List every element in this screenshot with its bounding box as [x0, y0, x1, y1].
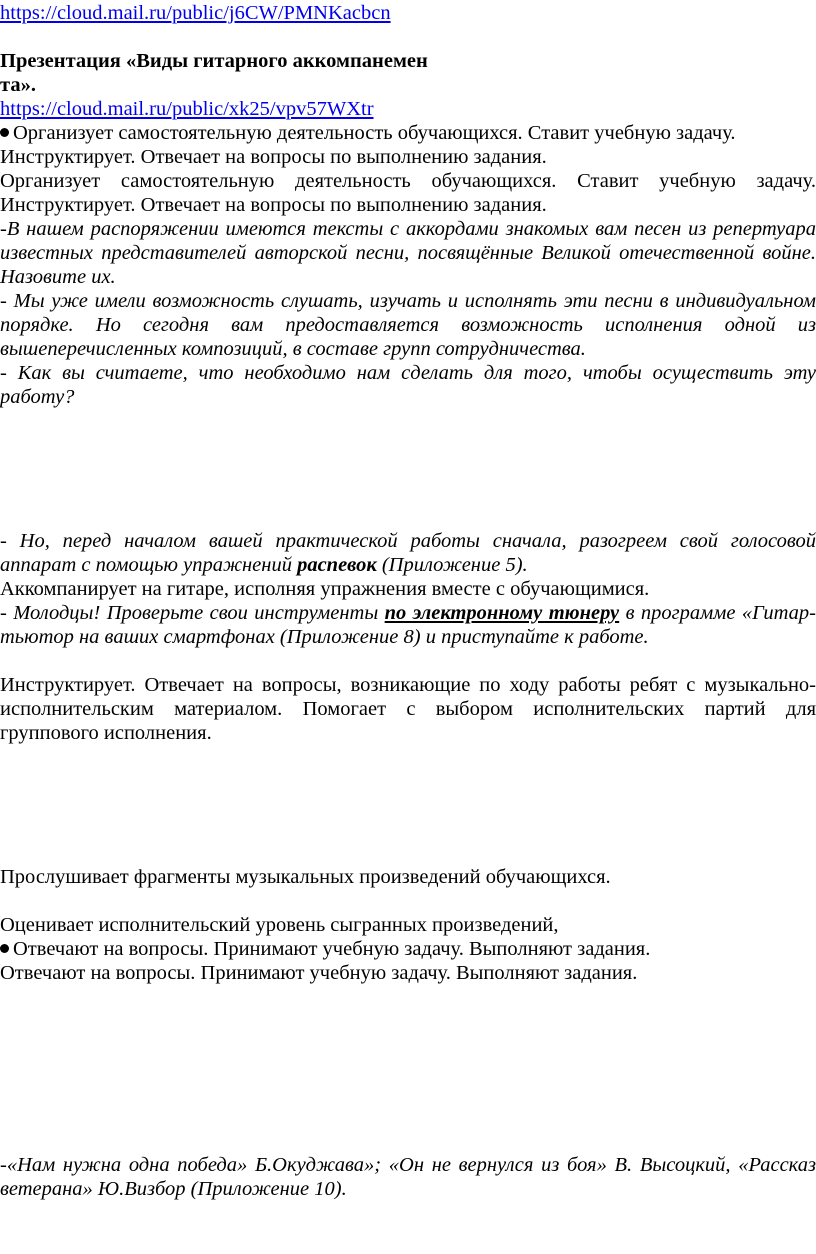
instructs-line-3: группового исполнения. — [0, 722, 212, 744]
listens-line: Прослушивает фрагменты музыкальных произведений обучающихся. — [0, 866, 611, 888]
speech-4-line-2 — [0, 554, 816, 578]
teacher-line-3: Организует самостоятельную деятельность обучающихся. Ставит учебную задачу. — [0, 170, 816, 192]
bullet-icon — [0, 128, 9, 137]
students-bullet-line — [0, 938, 816, 962]
evaluates-line: Оценивает исполнительский уровень сыгранных произведений, — [0, 914, 559, 936]
speech-1-line-1: -В нашем распоряжении имеются тексты с аккордами знакомых вам песен из репертуара — [0, 218, 816, 240]
speech-2-line-3: вышеперечисленных композиций, в составе групп сотрудничества. — [0, 338, 586, 360]
presentation-title-line-1: Презентация «Виды гитарного аккомпанемен — [0, 50, 428, 72]
presentation-title-line-2: та». — [0, 74, 36, 96]
teacher-bullet-line — [0, 122, 816, 146]
speech-5-line-1 — [0, 602, 816, 626]
speech-2-line-2: порядке. Но сегодня вам предоставляется возможность исполнения одной из — [0, 314, 816, 336]
songs-line-2: ветерана» Ю.Визбор (Приложение 10). — [0, 1178, 347, 1200]
bullet-icon — [0, 944, 9, 953]
cloud-link-2[interactable]: https://cloud.mail.ru/public/xk25/vpv57WXtr — [0, 98, 374, 120]
speech-2-line-1: - Мы уже имели возможность слушать, изучать и исполнять эти песни в индивидуальном — [0, 290, 816, 312]
cloud-link-1[interactable]: https://cloud.mail.ru/public/j6CW/PMNKacbcn — [0, 2, 391, 24]
speech-3-line-2: работу? — [0, 386, 75, 408]
students-bullet-text: Отвечают на вопросы. Принимают учебную задачу. Выполняют задания. — [13, 938, 651, 960]
speech-3-line-1: - Как вы считаете, что необходимо нам сделать для того, чтобы осуществить эту — [0, 362, 816, 384]
speech-1-line-3: Назовите их. — [0, 266, 116, 288]
teacher-line-4: Инструктирует. Отвечает на вопросы по выполнению задания. — [0, 194, 547, 216]
raspevok-term: распевок — [297, 554, 377, 576]
students-line-2: Отвечают на вопросы. Принимают учебную задачу. Выполняют задания. — [0, 962, 638, 984]
speech-4-line-1: - Но, перед началом вашей практической работы сначала, разогреем свой голосовой — [0, 530, 816, 552]
teacher-line-2: Инструктирует. Отвечает на вопросы по выполнению задания. — [0, 146, 547, 168]
tuner-term: по электронному тюнеру — [384, 602, 620, 624]
teacher-bullet-text: Организует самостоятельную деятельность обучающихся. Ставит учебную задачу. — [13, 122, 736, 144]
speech-4-text-a: аппарат с помощью упражнений — [0, 554, 298, 576]
speech-5-text-b: в программе «Гитар- — [619, 602, 816, 624]
instructs-line-1: Инструктирует. Отвечает на вопросы, возникающие по ходу работы ребят с музыкально- — [0, 674, 816, 696]
speech-4-text-b: (Приложение 5). — [376, 554, 528, 576]
speech-5-line-2: тьютор на ваших смартфонах (Приложение 8) и приступайте к работе. — [0, 626, 649, 648]
speech-5-text-a: - Молодцы! Проверьте свои инструменты — [0, 602, 385, 624]
songs-line-1: -«Нам нужна одна победа» Б.Окуджава»; «Он не вернулся из боя» В. Высоцкий, «Рассказ — [0, 1154, 816, 1176]
instructs-line-2: исполнительским материалом. Помогает с выбором исполнительских партий для — [0, 698, 816, 720]
accompany-line: Аккомпанирует на гитаре, исполняя упражнения вместе с обучающимися. — [0, 578, 650, 600]
speech-1-line-2: известных представителей авторской песни, посвящённые Великой отечественной войне. — [0, 242, 816, 264]
